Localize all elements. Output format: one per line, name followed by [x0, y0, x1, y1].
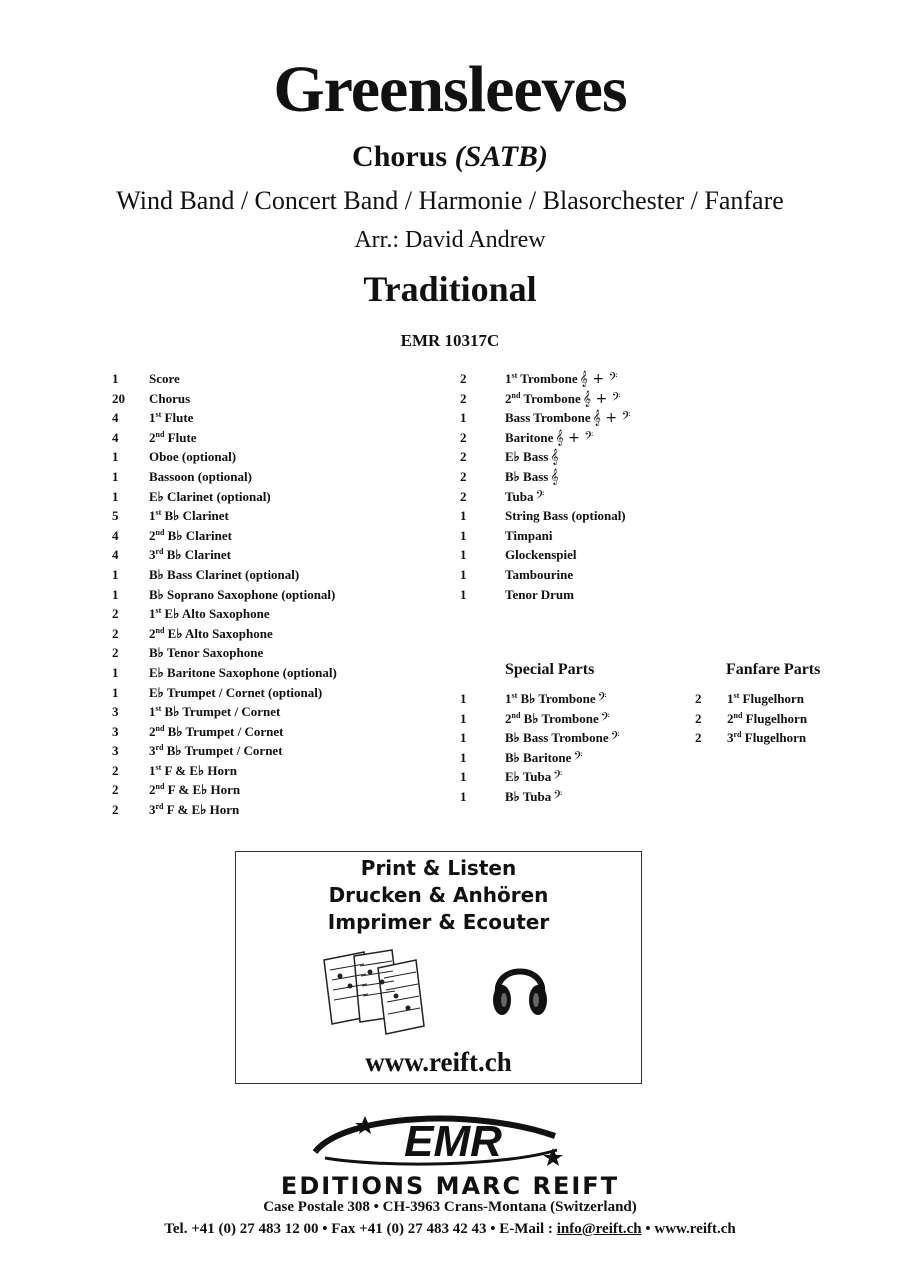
- fanfare-parts-list: [695, 689, 885, 748]
- part-name: E♭ Trumpet / Cornet (optional): [149, 684, 323, 700]
- special-parts-heading: Special Parts: [505, 661, 595, 678]
- part-name: 1st F & E♭ Horn: [149, 762, 237, 778]
- part-row: [112, 683, 432, 703]
- part-row: [112, 604, 432, 624]
- part-quantity: 1: [460, 710, 467, 726]
- arranger: Arr.: David Andrew: [354, 227, 546, 253]
- part-quantity: 3: [112, 723, 119, 739]
- part-name: 2nd F & E♭ Horn: [149, 782, 241, 798]
- emr-logo-text: EMR: [404, 1117, 502, 1166]
- part-name: Bass Trombone 𝄞 + 𝄢: [505, 410, 631, 427]
- clef-icon: 𝄞: [550, 468, 559, 485]
- part-name: Tambourine: [505, 566, 574, 582]
- part-name: 2nd Trombone 𝄞 + 𝄢: [505, 390, 621, 407]
- part-row: [460, 506, 690, 526]
- part-quantity: 1: [112, 449, 119, 465]
- part-quantity: 2: [112, 782, 119, 798]
- part-row: [460, 369, 690, 389]
- part-quantity: 20: [112, 390, 125, 406]
- part-row: [112, 565, 432, 585]
- score-subtitle: [0, 140, 900, 174]
- clef-icon: 𝄢: [553, 769, 563, 786]
- part-quantity: 1: [460, 586, 467, 602]
- part-row: [112, 702, 432, 722]
- part-row: [112, 447, 432, 467]
- fanfare-parts-heading: Fanfare Parts: [726, 661, 821, 678]
- part-name: 2nd Flugelhorn: [727, 710, 808, 726]
- part-row: [112, 487, 432, 507]
- part-quantity: 1: [460, 527, 467, 543]
- clef-icon: 𝄢: [600, 710, 610, 727]
- publisher-address: Case Postale 308 • CH-3963 Crans-Montana (Switzerland): [263, 1199, 637, 1215]
- part-quantity: 1: [112, 468, 119, 484]
- email-link[interactable]: info@reift.ch: [556, 1221, 642, 1237]
- part-name: E♭ Tuba 𝄢: [505, 769, 563, 786]
- part-quantity: 4: [112, 410, 119, 426]
- part-quantity: 1: [460, 508, 467, 524]
- part-name: E♭ Clarinet (optional): [149, 488, 271, 504]
- score-title: Greensleeves: [273, 53, 627, 126]
- part-quantity: 2: [460, 449, 467, 465]
- part-row: [460, 487, 690, 507]
- part-row: [112, 506, 432, 526]
- clef-icon: 𝄞 + 𝄢: [582, 390, 621, 407]
- part-quantity: 3: [112, 704, 119, 720]
- contact-phone-fax: Tel. +41 (0) 27 483 12 00 • Fax +41 (0) 27 483 42 43 • E-Mail :: [164, 1221, 557, 1237]
- part-quantity: 1: [460, 769, 467, 785]
- part-name: B♭ Bass Clarinet (optional): [149, 566, 300, 582]
- part-row: [460, 467, 690, 487]
- promo-website: www.reift.ch: [365, 1047, 512, 1077]
- promo-line-de: Drucken & Anhören: [328, 883, 549, 907]
- part-row: [460, 748, 690, 768]
- part-name: 1st B♭ Trombone 𝄢: [505, 691, 607, 707]
- part-name: 2nd Flute: [149, 429, 197, 445]
- part-quantity: 1: [460, 730, 467, 746]
- part-name: B♭ Bass Trombone 𝄢: [505, 730, 620, 747]
- part-row: [695, 728, 885, 748]
- part-quantity: 1: [112, 586, 119, 602]
- part-quantity: 1: [460, 749, 467, 765]
- part-quantity: 2: [112, 645, 119, 661]
- part-quantity: 2: [112, 762, 119, 778]
- part-name: Bassoon (optional): [149, 468, 252, 484]
- part-quantity: 1: [460, 410, 467, 426]
- part-name: Chorus: [149, 390, 191, 406]
- part-name: Tuba 𝄢: [505, 488, 545, 505]
- part-quantity: 2: [460, 429, 467, 445]
- part-quantity: 4: [112, 547, 119, 563]
- part-row: [460, 585, 690, 605]
- part-quantity: 1: [460, 547, 467, 563]
- clef-icon: 𝄞 + 𝄢: [579, 371, 618, 387]
- sheet-music-icon: [320, 946, 430, 1038]
- part-name: 1st B♭ Trumpet / Cornet: [149, 704, 281, 720]
- part-name: 1st Trombone 𝄞 + 𝄢: [505, 371, 618, 387]
- part-row: [460, 447, 690, 467]
- part-quantity: 1: [112, 488, 119, 504]
- part-name: Tenor Drum: [505, 586, 574, 602]
- composer: Traditional: [363, 269, 537, 309]
- part-row: [112, 408, 432, 428]
- part-quantity: 2: [460, 390, 467, 406]
- clef-icon: 𝄞 + 𝄢: [555, 429, 594, 446]
- part-quantity: 1: [112, 566, 119, 582]
- part-row: [112, 624, 432, 644]
- part-name: E♭ Baritone Saxophone (optional): [149, 664, 337, 680]
- parts-list-left: [112, 369, 432, 820]
- part-name: 3rd Flugelhorn: [727, 730, 807, 746]
- part-name: String Bass (optional): [505, 508, 626, 524]
- part-quantity: 3: [112, 743, 119, 759]
- part-row: [460, 428, 690, 448]
- clef-icon: 𝄞 + 𝄢: [592, 410, 631, 427]
- part-quantity: 1: [112, 684, 119, 700]
- promo-line-en: Print & Listen: [360, 856, 517, 880]
- subtitle-text: Chorus: [352, 140, 448, 173]
- publisher-name: EDITIONS MARC REIFT: [280, 1172, 620, 1200]
- part-quantity: 2: [695, 710, 702, 726]
- clef-icon: 𝄢: [610, 730, 620, 747]
- part-quantity: 2: [460, 371, 467, 386]
- part-name: 1st B♭ Clarinet: [149, 508, 229, 524]
- part-row: [695, 709, 885, 729]
- part-quantity: 1: [460, 691, 467, 706]
- catalog-number: EMR 10317C: [400, 331, 500, 350]
- ensemble-types: Wind Band / Concert Band / Harmonie / Blasorchester / Fanfare: [116, 186, 784, 215]
- promo-line-fr: Imprimer & Ecouter: [327, 910, 550, 934]
- part-name: 2nd E♭ Alto Saxophone: [149, 625, 273, 641]
- part-quantity: 1: [460, 788, 467, 804]
- part-name: B♭ Soprano Saxophone (optional): [149, 586, 336, 602]
- part-name: B♭ Tuba 𝄢: [505, 788, 563, 805]
- part-name: E♭ Bass 𝄞: [505, 449, 559, 466]
- part-name: B♭ Tenor Saxophone: [149, 645, 264, 661]
- part-row: [112, 545, 432, 565]
- part-row: [112, 369, 432, 389]
- part-row: [112, 389, 432, 409]
- part-row: [460, 689, 690, 709]
- part-name: 1st Flugelhorn: [727, 691, 804, 706]
- parts-list-right: [460, 369, 690, 604]
- part-name: Glockenspiel: [505, 547, 577, 563]
- part-quantity: 1: [460, 566, 467, 582]
- contact-website: • www.reift.ch: [641, 1221, 736, 1237]
- part-quantity: 2: [695, 730, 702, 746]
- print-listen-box: [235, 851, 642, 1084]
- part-row: [460, 526, 690, 546]
- part-name: 2nd B♭ Trumpet / Cornet: [149, 723, 284, 739]
- part-row: [460, 565, 690, 585]
- clef-icon: 𝄢: [535, 488, 545, 505]
- part-quantity: 4: [112, 527, 119, 543]
- part-name: 2nd B♭ Trombone 𝄢: [505, 710, 610, 727]
- part-row: [112, 467, 432, 487]
- clef-icon: 𝄞: [550, 449, 559, 466]
- part-quantity: 4: [112, 429, 119, 445]
- headphones-icon: [490, 950, 550, 1022]
- part-quantity: 2: [695, 691, 702, 706]
- part-name: B♭ Bass 𝄞: [505, 468, 559, 485]
- part-name: Timpani: [505, 527, 553, 543]
- part-name: 3rd B♭ Clarinet: [149, 547, 232, 563]
- part-row: [460, 709, 690, 729]
- part-row: [460, 728, 690, 748]
- part-row: [460, 408, 690, 428]
- part-name: 1st E♭ Alto Saxophone: [149, 606, 270, 622]
- part-quantity: 2: [112, 606, 119, 622]
- part-quantity: 2: [460, 468, 467, 484]
- part-row: [112, 780, 432, 800]
- part-row: [112, 643, 432, 663]
- special-parts-list: [460, 689, 690, 807]
- part-name: 3rd B♭ Trumpet / Cornet: [149, 743, 283, 759]
- part-name: 3rd F & E♭ Horn: [149, 802, 240, 818]
- part-name: 1st Flute: [149, 410, 194, 426]
- part-row: [112, 428, 432, 448]
- part-name: Baritone 𝄞 + 𝄢: [505, 429, 594, 446]
- part-row: [112, 663, 432, 683]
- emr-logo: [305, 1106, 595, 1172]
- part-row: [112, 585, 432, 605]
- part-row: [695, 689, 885, 709]
- part-row: [460, 389, 690, 409]
- part-quantity: 2: [112, 802, 119, 818]
- part-row: [460, 787, 690, 807]
- part-quantity: 2: [460, 488, 467, 504]
- part-name: Oboe (optional): [149, 449, 237, 465]
- part-quantity: 1: [112, 371, 119, 386]
- publisher-contact: [0, 1221, 900, 1238]
- part-row: [112, 526, 432, 546]
- subtitle-voicing: (SATB): [454, 140, 548, 173]
- part-row: [460, 767, 690, 787]
- part-row: [112, 741, 432, 761]
- clef-icon: 𝄢: [597, 691, 607, 707]
- part-row: [112, 800, 432, 820]
- part-row: [112, 761, 432, 781]
- part-name: Score: [149, 371, 180, 386]
- part-quantity: 1: [112, 664, 119, 680]
- clef-icon: 𝄢: [553, 788, 563, 805]
- part-row: [112, 722, 432, 742]
- part-quantity: 2: [112, 625, 119, 641]
- part-name: B♭ Baritone 𝄢: [505, 749, 583, 766]
- part-row: [460, 545, 690, 565]
- part-quantity: 5: [112, 508, 119, 524]
- part-name: 2nd B♭ Clarinet: [149, 527, 232, 543]
- clef-icon: 𝄢: [573, 749, 583, 766]
